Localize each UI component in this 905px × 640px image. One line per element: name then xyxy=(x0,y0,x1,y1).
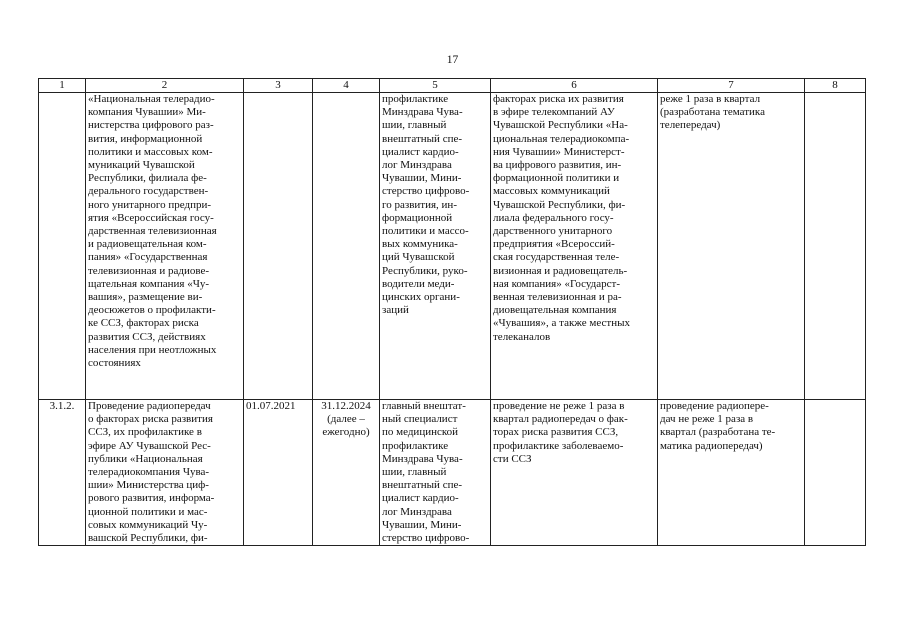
col-header-3: 3 xyxy=(244,79,313,93)
col-header-6: 6 xyxy=(491,79,658,93)
table-row xyxy=(39,93,866,400)
end-date-cell xyxy=(313,93,380,400)
indicator-text: реже 1 раза в квартал (разработана тематика телепередач) xyxy=(660,93,765,132)
start-date-cell xyxy=(244,400,313,546)
responsible-text: главный внештат- ный специалист по медицинской профилактике Минздрава Чува- шии, главный внештатный спе- циалист кардио- лог Минздрава Чувашии, Мини- стерство цифрово- xyxy=(382,400,470,545)
event-cell xyxy=(86,93,244,400)
header-row xyxy=(39,79,866,93)
result-cell xyxy=(491,93,658,400)
end-date-cell xyxy=(313,400,380,546)
col-header-2: 2 xyxy=(86,79,244,93)
table-row xyxy=(39,400,866,546)
col-header-8: 8 xyxy=(805,79,866,93)
start-date-cell xyxy=(244,93,313,400)
col-header-7: 7 xyxy=(658,79,805,93)
end-date-text: 31.12.2024 (далее – ежегодно) xyxy=(321,400,371,439)
indicator-text: проведение радиопере- дач не реже 1 раза в квартал (разработана те- матика радиопередач) xyxy=(660,400,776,452)
note-cell xyxy=(805,400,866,546)
page-number: 17 xyxy=(446,54,459,66)
col-header-1: 1 xyxy=(39,79,86,93)
row-number: 3.1.2. xyxy=(39,400,86,546)
start-date-text: 01.07.2021 xyxy=(246,400,296,412)
indicator-cell xyxy=(658,93,805,400)
event-cell xyxy=(86,400,244,546)
indicator-cell xyxy=(658,400,805,546)
event-text: «Национальная телерадио- компания Чувашии» Ми- нистерства цифрового раз- вития, информационной политики и массовых ком- муникаций Чувашской Республики, филиала фе- дерального государствен- ного унитарного предпри- ятия «Всероссийская госу- дарственная телевизионная и радиовещательная ком- пания» «Государственная телевизионная и радиове- щательная компания «Чу- вашия», размещение ви- деосюжетов о профилакти- ке ССЗ, факторах риска развития ССЗ, действиях населения при неотложных состояниях xyxy=(88,93,217,370)
responsible-cell xyxy=(380,400,491,546)
note-cell xyxy=(805,93,866,400)
plan-table xyxy=(38,78,866,546)
col-header-5: 5 xyxy=(380,79,491,93)
result-text: проведение не реже 1 раза в квартал радиопередач о фак- торах риска развития ССЗ, профилактике заболеваемо- сти ССЗ xyxy=(493,400,628,465)
responsible-text: профилактике Минздрава Чува- шии, главный внештатный спе- циалист кардио- лог Минздрава Чувашии, Мини- стерство цифрово- го развития, ин- формационной политики и массо- вых коммуника- ций Чувашской Республики, руко- водители меди- цинских органи- заций xyxy=(382,93,470,317)
col-header-4: 4 xyxy=(313,79,380,93)
event-text: Проведение радиопередач о факторах риска развития ССЗ, их профилактике в эфире АУ Чувашской Рес- публики «Национальная телерадиокомпания Чува- шии» Министерства циф- рового развития, информа- ционной политики и мас- совых коммуникаций Чу- вашской Республики, фи- xyxy=(88,400,215,545)
result-cell xyxy=(491,400,658,546)
row-number xyxy=(39,93,86,400)
result-text: факторах риска их развития в эфире телекомпаний АУ Чувашской Республики «На- циональная телерадиокомпа- ния Чувашии» Министерст- ва цифрового развития, ин- формационной политики и массовых коммуникаций Чувашской Республики, фи- лиала федерального госу- дарственного унитарного предприятия «Всероссий- ская государственная теле- визионная и радиовещатель- ная компания» «Государст- венная телевизионная и ра- диовещательная компания «Чувашия», а также местных телеканалов xyxy=(493,93,630,343)
responsible-cell xyxy=(380,93,491,400)
